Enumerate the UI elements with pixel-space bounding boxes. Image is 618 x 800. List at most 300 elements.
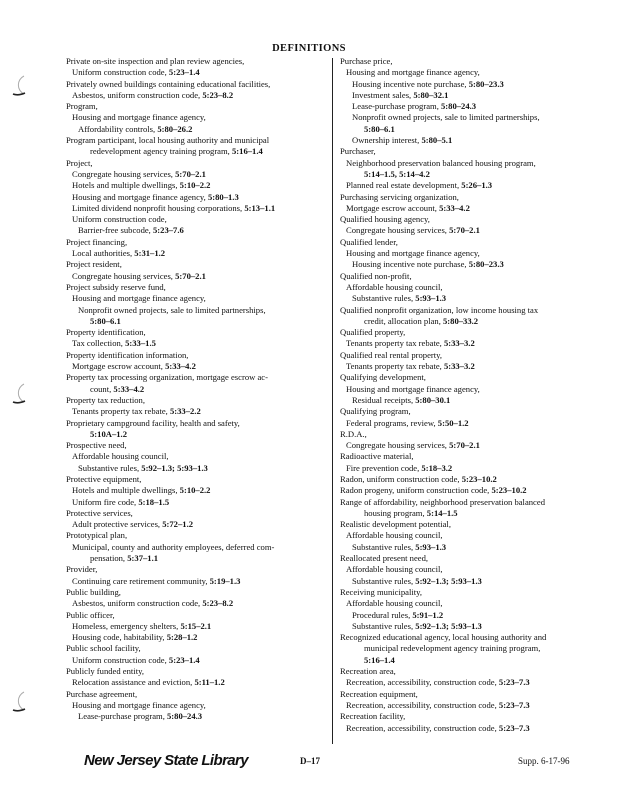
citation: 5:23–7.6 (152, 225, 184, 236)
index-entry (340, 723, 588, 734)
entry-text: Project financing, (66, 236, 128, 247)
entry-text: count, (90, 383, 114, 394)
index-entry (66, 79, 328, 90)
index-entry (340, 259, 588, 270)
index-entry (66, 576, 328, 587)
entry-text: Public school facility, (66, 643, 141, 654)
index-entry (66, 135, 328, 146)
citation: 5:13–1.1 (244, 202, 276, 213)
citation: 5:50–1.2 (437, 417, 469, 428)
entry-text: Substantive rules, (78, 462, 142, 473)
citation: 5:33–4.2 (165, 361, 196, 372)
entry-text: Affordability controls, (78, 123, 158, 134)
index-entry (66, 350, 328, 361)
left-index-column (66, 56, 328, 723)
entry-text: Uniform construction code, (72, 67, 169, 78)
index-entry (340, 587, 588, 598)
citation: 5:15–2.1 (180, 620, 212, 631)
index-entry (66, 530, 328, 541)
index-entry (66, 689, 328, 700)
index-entry (66, 700, 328, 711)
index-entry (66, 90, 328, 101)
index-entry (340, 553, 588, 564)
citation: 5:70–2.1 (175, 270, 206, 281)
entry-text: Relocation assistance and eviction, (72, 677, 195, 688)
index-entry (340, 350, 588, 361)
index-entry (66, 158, 328, 169)
index-entry (66, 112, 328, 123)
citation: 5:10–2.2 (179, 180, 211, 191)
entry-text: Limited dividend nonprofit housing corporations, (72, 202, 245, 213)
entry-text: Congregate housing services, (346, 225, 450, 236)
index-entry (66, 305, 328, 316)
index-entry (340, 293, 588, 304)
entry-text: Range of affordability, neighborhood preservation balanced (340, 496, 545, 507)
index-entry (66, 677, 328, 688)
entry-text: Program, (66, 101, 98, 112)
index-entry (340, 463, 588, 474)
entry-text: Uniform construction code, (72, 654, 169, 665)
entry-text: Housing and mortgage finance agency, (72, 293, 206, 304)
citation: 5:18–3.2 (421, 462, 453, 473)
index-entry (66, 101, 328, 112)
citation: 5:92–1.3; 5:93–1.3 (415, 575, 482, 586)
citation: 5:23–7.3 (498, 699, 530, 710)
entry-text: Project resident, (66, 259, 122, 270)
entry-text: Receiving municipality, (340, 586, 423, 597)
right-index-column (340, 56, 588, 734)
index-entry (66, 610, 328, 621)
entry-text: Recreation equipment, (340, 688, 418, 699)
entry-text: Tenants property tax rebate, (72, 406, 170, 417)
index-entry (340, 192, 588, 203)
entry-text: Property tax reduction, (66, 394, 145, 405)
binder-hole-icon (4, 72, 30, 98)
index-entry (340, 225, 588, 236)
entry-text: Program participant, local housing authority and municipal (66, 135, 270, 146)
index-entry (66, 655, 328, 666)
entry-text: Qualifying program, (340, 406, 411, 417)
entry-text: Publicly funded entity, (66, 666, 144, 677)
entry-text: Property identification information, (66, 349, 189, 360)
index-entry (340, 372, 588, 383)
index-entry (340, 700, 588, 711)
entry-text: Radon, uniform construction code, (340, 473, 462, 484)
index-entry (66, 282, 328, 293)
citation: 5:23–10.2 (491, 485, 527, 496)
entry-text: Affordable housing council, (346, 564, 443, 575)
citation: 5:19–1.3 (209, 575, 241, 586)
index-entry (340, 598, 588, 609)
index-entry (66, 248, 328, 259)
citation: 5:26–1.3 (461, 180, 493, 191)
index-entry (340, 237, 588, 248)
index-entry (66, 542, 328, 553)
entry-text: Qualified housing agency, (340, 214, 430, 225)
entry-text: Procedural rules, (352, 609, 413, 620)
entry-text: Qualified property, (340, 327, 406, 338)
entry-text: Provider, (66, 564, 98, 575)
index-entry (340, 203, 588, 214)
index-entry (340, 610, 588, 621)
index-entry (340, 564, 588, 575)
index-entry (340, 271, 588, 282)
page-title: DEFINITIONS (272, 43, 346, 54)
index-entry (340, 621, 588, 632)
index-entry (66, 56, 328, 67)
index-entry (340, 158, 588, 169)
index-entry (66, 587, 328, 598)
citation: 5:10A–1.2 (90, 428, 127, 439)
citation: 5:23–1.4 (168, 654, 200, 665)
citation: 5:80–30.1 (415, 394, 451, 405)
entry-text: Tenants property tax rebate, (346, 361, 444, 372)
citation: 5:33–3.2 (443, 361, 475, 372)
index-entry (66, 451, 328, 462)
entry-text: Neighborhood preservation balanced housing program, (346, 157, 536, 168)
citation: 5:93–1.3 (415, 541, 447, 552)
binder-hole-icon (4, 688, 30, 714)
entry-text: Tenants property tax rebate, (346, 338, 444, 349)
entry-text: Local authorities, (72, 248, 135, 259)
column-divider (332, 58, 333, 744)
citation: 5:80–23.3 (468, 78, 504, 89)
entry-text: Housing and mortgage finance agency, (72, 191, 208, 202)
citation: 5:80–6.1 (364, 123, 395, 134)
index-entry (340, 497, 588, 508)
index-entry (66, 553, 328, 564)
index-entry (66, 259, 328, 270)
entry-text: Hotels and multiple dwellings, (72, 485, 180, 496)
index-entry (66, 418, 328, 429)
entry-text: Mortgage escrow account, (346, 202, 440, 213)
entry-text: Nonprofit owned projects, sale to limited partnerships, (78, 304, 266, 315)
index-entry (340, 305, 588, 316)
entry-text: Reallocated present need, (340, 553, 429, 564)
entry-text: Project subsidy reserve fund, (66, 281, 166, 292)
index-entry (66, 169, 328, 180)
index-entry (66, 564, 328, 575)
index-entry (340, 338, 588, 349)
citation: 5:33–4.2 (439, 202, 470, 213)
index-entry (66, 485, 328, 496)
entry-text: Recreation, accessibility, construction code, (346, 677, 499, 688)
entry-text: Planned real estate development, (346, 180, 462, 191)
entry-text: Purchase agreement, (66, 688, 138, 699)
entry-text: Purchase price, (340, 56, 393, 66)
index-entry (340, 677, 588, 688)
index-entry (66, 621, 328, 632)
index-entry (66, 327, 328, 338)
index-entry (340, 485, 588, 496)
entry-text: Congregate housing services, (72, 270, 176, 281)
index-entry (66, 124, 328, 135)
index-entry (340, 361, 588, 372)
index-entry (66, 203, 328, 214)
index-entry (340, 655, 588, 666)
index-entry (66, 508, 328, 519)
index-entry (340, 146, 588, 157)
entry-text: Adult protective services, (72, 519, 163, 530)
index-entry (340, 711, 588, 722)
entry-text: Prospective need, (66, 440, 127, 451)
entry-text: Qualified real rental property, (340, 349, 443, 360)
index-entry (66, 338, 328, 349)
index-entry (340, 56, 588, 67)
entry-text: Housing and mortgage finance agency, (346, 67, 480, 78)
index-entry (340, 530, 588, 541)
entry-text: Qualifying development, (340, 372, 426, 383)
index-entry (340, 429, 588, 440)
index-entry (340, 508, 588, 519)
entry-text: Asbestos, uniform construction code, (72, 89, 203, 100)
citation: 5:33–3.2 (443, 338, 475, 349)
citation: 5:16–1.4 (364, 654, 395, 665)
entry-text: Protective equipment, (66, 473, 142, 484)
index-entry (66, 214, 328, 225)
entry-text: Proprietary campground facility, health and safety, (66, 417, 240, 428)
index-entry (340, 112, 588, 123)
citation: 5:70–2.1 (449, 440, 480, 451)
entry-text: Housing and mortgage finance agency, (72, 699, 206, 710)
citation: 5:16–1.4 (231, 146, 263, 157)
entry-text: Mortgage escrow account, (72, 361, 166, 372)
citation: 5:80–23.3 (468, 259, 504, 270)
index-entry (340, 384, 588, 395)
index-entry (340, 576, 588, 587)
citation: 5:11–1.2 (194, 677, 225, 688)
index-entry (66, 429, 328, 440)
entry-text: Federal programs, review, (346, 417, 438, 428)
entry-text: Public officer, (66, 609, 115, 620)
index-entry (340, 124, 588, 135)
index-entry (340, 316, 588, 327)
entry-text: Congregate housing services, (346, 440, 450, 451)
entry-text: credit, allocation plan, (364, 315, 443, 326)
entry-text: Privately owned buildings containing educational facilities, (66, 78, 271, 89)
entry-text: Radon progeny, uniform construction code, (340, 485, 492, 496)
citation: 5:80–6.1 (90, 315, 121, 326)
index-entry (340, 79, 588, 90)
entry-text: pensation, (90, 553, 128, 564)
entry-text: Barrier-free subcode, (78, 225, 153, 236)
entry-text: Substantive rules, (352, 620, 416, 631)
index-entry (66, 271, 328, 282)
citation: 5:10–2.2 (179, 485, 211, 496)
entry-text: Qualified nonprofit organization, low income housing tax (340, 304, 539, 315)
entry-text: Tax collection, (72, 338, 126, 349)
index-entry (66, 372, 328, 383)
index-entry (340, 451, 588, 462)
entry-text: Radioactive material, (340, 451, 414, 462)
page-number: D–17 (300, 756, 320, 766)
entry-text: Substantive rules, (352, 293, 416, 304)
index-entry (340, 282, 588, 293)
index-entry (340, 474, 588, 485)
entry-text: Recreation area, (340, 666, 396, 677)
citation: 5:18–1.5 (138, 496, 170, 507)
index-entry (340, 90, 588, 101)
entry-text: housing program, (364, 507, 427, 518)
entry-text: Qualified non-profit, (340, 270, 412, 281)
citation: 5:80–26.2 (157, 123, 193, 134)
index-entry (340, 643, 588, 654)
entry-text: Lease-purchase program, (352, 101, 441, 112)
index-entry (66, 666, 328, 677)
index-entry (66, 361, 328, 372)
entry-text: Recognized educational agency, local housing authority and (340, 632, 547, 643)
citation: 5:37–1.1 (127, 553, 159, 564)
entry-text: Hotels and multiple dwellings, (72, 180, 180, 191)
entry-text: Asbestos, uniform construction code, (72, 598, 203, 609)
entry-text: Public building, (66, 586, 121, 597)
entry-text: Substantive rules, (352, 541, 416, 552)
entry-text: Housing incentive note purchase, (352, 78, 469, 89)
entry-text: Congregate housing services, (72, 168, 176, 179)
citation: 5:70–2.1 (449, 225, 480, 236)
citation: 5:33–1.5 (125, 338, 156, 349)
citation: 5:80–24.3 (441, 101, 477, 112)
entry-text: Purchaser, (340, 146, 376, 157)
citation: 5:33–2.2 (169, 406, 201, 417)
citation: 5:80–5.1 (421, 135, 453, 146)
index-entry (340, 632, 588, 643)
citation: 5:92–1.3; 5:93–1.3 (141, 462, 208, 473)
index-entry (340, 666, 588, 677)
index-entry (66, 474, 328, 485)
citation: 5:23–10.2 (461, 473, 497, 484)
entry-text: Fire prevention code, (346, 462, 422, 473)
entry-text: Qualified lender, (340, 236, 398, 247)
entry-text: Nonprofit owned projects, sale to limited partnerships, (352, 112, 540, 123)
entry-text: R.D.A., (340, 428, 367, 439)
index-entry (340, 67, 588, 78)
entry-text: Realistic development potential, (340, 519, 451, 530)
index-entry (340, 418, 588, 429)
index-entry (66, 395, 328, 406)
index-entry (340, 395, 588, 406)
library-stamp: New Jersey State Library (84, 752, 249, 769)
index-entry (340, 327, 588, 338)
citation: 5:14–1.5, 5:14–4.2 (364, 168, 430, 179)
citation: 5:28–1.2 (166, 632, 198, 643)
entry-text: Substantive rules, (352, 575, 416, 586)
citation: 5:80–33.2 (443, 315, 479, 326)
index-entry (66, 237, 328, 248)
entry-text: Homeless, emergency shelters, (72, 620, 181, 631)
citation: 5:80–1.3 (207, 191, 239, 202)
entry-text: Ownership interest, (352, 135, 422, 146)
citation: 5:23–1.4 (168, 67, 200, 78)
entry-text: Private on-site inspection and plan review agencies, (66, 56, 245, 66)
index-entry (66, 643, 328, 654)
index-entry (340, 180, 588, 191)
entry-text: Municipal, county and authority employees, deferred com- (72, 541, 275, 552)
entry-text: Prototypical plan, (66, 530, 128, 541)
entry-text: Housing and mortgage finance agency, (346, 248, 480, 259)
entry-text: municipal redevelopment agency training program, (364, 643, 541, 654)
entry-text: Recreation, accessibility, construction code, (346, 722, 499, 733)
entry-text: Continuing care retirement community, (72, 575, 210, 586)
citation: 5:23–8.2 (202, 598, 234, 609)
index-entry (340, 214, 588, 225)
index-entry (66, 519, 328, 530)
entry-text: redevelopment agency training program, (90, 146, 232, 157)
entry-text: Recreation facility, (340, 711, 406, 722)
supplement-date: Supp. 6-17-96 (518, 756, 570, 766)
index-entry (66, 180, 328, 191)
citation: 5:14–1.5 (426, 507, 458, 518)
citation: 5:72–1.2 (162, 519, 194, 530)
entry-text: Recreation, accessibility, construction code, (346, 699, 499, 710)
index-entry (66, 146, 328, 157)
entry-text: Affordable housing council, (346, 530, 443, 541)
index-entry (340, 406, 588, 417)
citation: 5:80–32.1 (413, 89, 449, 100)
entry-text: Affordable housing council, (346, 598, 443, 609)
index-entry (340, 248, 588, 259)
entry-text: Residual receipts, (352, 394, 416, 405)
citation: 5:92–1.3; 5:93–1.3 (415, 620, 482, 631)
entry-text: Affordable housing council, (72, 451, 169, 462)
index-entry (66, 497, 328, 508)
entry-text: Housing and mortgage finance agency, (346, 383, 480, 394)
entry-text: Project, (66, 157, 93, 168)
index-entry (66, 632, 328, 643)
entry-text: Investment sales, (352, 89, 414, 100)
entry-text: Lease-purchase program, (78, 711, 167, 722)
index-entry (66, 293, 328, 304)
entry-text: Housing incentive note purchase, (352, 259, 469, 270)
index-entry (340, 101, 588, 112)
index-entry (340, 519, 588, 530)
binder-hole-icon (4, 380, 30, 406)
index-entry (66, 598, 328, 609)
citation: 5:31–1.2 (134, 248, 166, 259)
entry-text: Affordable housing council, (346, 281, 443, 292)
index-entry (66, 711, 328, 722)
index-entry (66, 67, 328, 78)
index-entry (66, 384, 328, 395)
entry-text: Property identification, (66, 327, 146, 338)
index-entry (340, 440, 588, 451)
entry-text: Uniform construction code, (72, 214, 167, 225)
index-entry (340, 542, 588, 553)
index-entry (66, 440, 328, 451)
index-entry (66, 316, 328, 327)
index-entry (340, 689, 588, 700)
index-entry (340, 135, 588, 146)
citation: 5:33–4.2 (113, 383, 145, 394)
index-entry (66, 463, 328, 474)
entry-text: Protective services, (66, 507, 133, 518)
entry-text: Property tax processing organization, mortgage escrow ac- (66, 372, 268, 383)
index-entry (66, 192, 328, 203)
entry-text: Housing code, habitability, (72, 632, 167, 643)
citation: 5:70–2.1 (175, 168, 206, 179)
citation: 5:91–1.2 (412, 609, 444, 620)
entry-text: Purchasing servicing organization, (340, 191, 459, 202)
citation: 5:23–7.3 (498, 677, 530, 688)
citation: 5:93–1.3 (415, 293, 447, 304)
citation: 5:23–7.3 (498, 722, 530, 733)
index-entry (66, 225, 328, 236)
entry-text: Uniform fire code, (72, 496, 139, 507)
entry-text: Housing and mortgage finance agency, (72, 112, 206, 123)
index-entry (66, 406, 328, 417)
citation: 5:23–8.2 (202, 89, 234, 100)
citation: 5:80–24.3 (167, 711, 203, 722)
